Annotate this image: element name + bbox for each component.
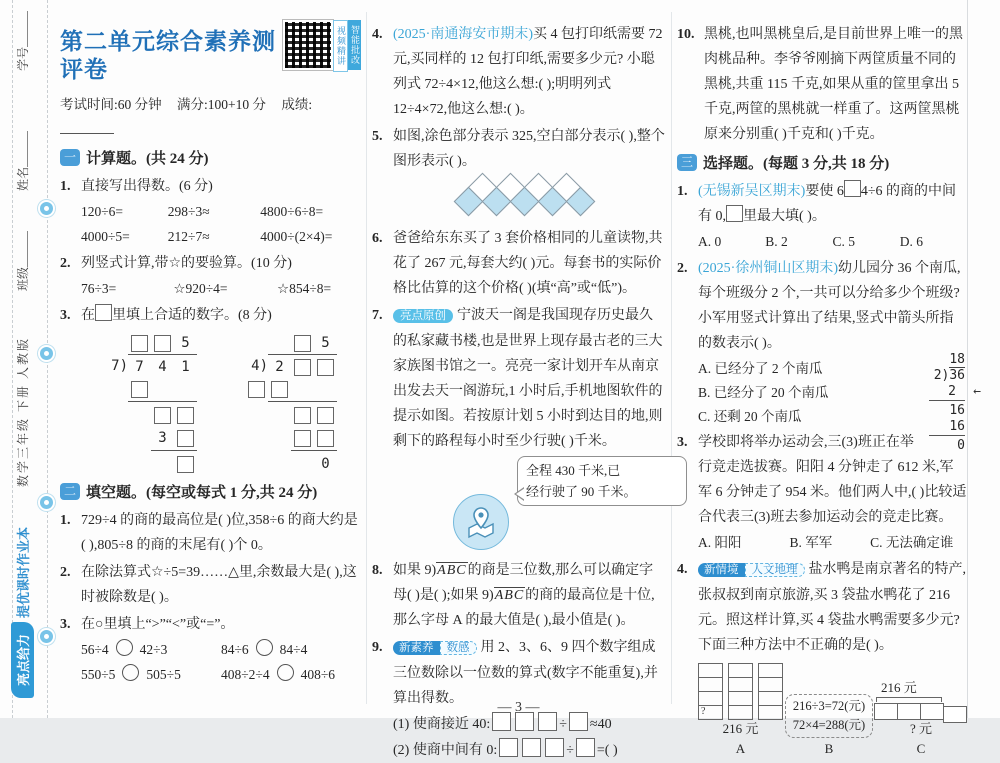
expression: ☆854÷8=: [276, 281, 332, 296]
question-number: 1.: [677, 184, 688, 199]
subquestion-1: (1) 使商接近 40: ÷ ≈40: [393, 712, 665, 737]
question-number: 2.: [677, 261, 688, 276]
section-calc-title: 计算题。: [86, 151, 147, 167]
meta-result: 成绩:: [281, 97, 313, 112]
compare-circle: [256, 639, 273, 656]
column-separator: [366, 12, 367, 704]
compare-circle: [122, 664, 139, 681]
figure-B: [785, 694, 873, 758]
overlined-letters: ABC: [437, 563, 467, 578]
option: B. 2: [765, 234, 788, 249]
option: D. 6: [899, 234, 923, 249]
comparison-item: 56÷4 42÷3: [81, 637, 221, 662]
qr-badge: [283, 20, 361, 72]
question-number: 1.: [60, 179, 71, 194]
fill-box: [154, 335, 171, 352]
fill-box: [726, 205, 743, 222]
question-text: 在○里填上“>”“<”或“=”。: [81, 617, 235, 632]
qr-grade-label: 智能批改: [348, 20, 361, 70]
comparison-grid: [81, 637, 361, 687]
fill-box: [317, 359, 334, 376]
question-fill-8: [372, 558, 665, 633]
quotient-digit: 5: [321, 335, 330, 351]
options-row: [698, 530, 967, 555]
fill-box: [294, 430, 311, 447]
qr-code-icon: [283, 20, 333, 70]
fill-box: [248, 381, 265, 398]
class-blank: [17, 231, 28, 267]
section-two-icon: 二: [60, 483, 80, 500]
diamond-figure: [455, 174, 603, 224]
column-right: [677, 20, 981, 756]
name-blank: [17, 131, 28, 167]
compare-circle: [277, 664, 294, 681]
question-text: 爸爸给东东买了 3 套价格相同的儿童读物,共花了 267 元,每套大约( )元。每套书的实际价格比估算的这个价格( )(填“高”或“低”)。: [393, 231, 663, 296]
question-number: 6.: [372, 231, 383, 246]
new-context-badge: 新情境: [698, 563, 745, 577]
page-title: 第二单元综合素养测评卷: [60, 29, 276, 82]
question-choice-2: [677, 256, 981, 453]
original-badge: 亮点原创: [393, 309, 453, 323]
question-text: 新情境 人文地理 盐水鸭是南京著名的特产,张叔叔到南京旅游,买 3 袋盐水鸭花了 216 元。照这样计算,买 4 袋盐水鸭需要多少元? 下面三种方法中不正确的是( )。: [698, 562, 966, 653]
subquestion-2: (2) 使商中间有 0: ÷ =( ): [393, 738, 665, 763]
division-digit: 0: [957, 438, 965, 453]
figure-letter: B: [824, 741, 834, 756]
figure-letter: A: [735, 741, 746, 756]
option: B. 已经分了 20 个南瓜: [698, 385, 829, 400]
long-division-right: [245, 332, 337, 476]
division-notation: 9): [424, 563, 437, 578]
fill-box: [294, 359, 311, 376]
fill-box: [294, 335, 311, 352]
map-figure: [393, 456, 665, 556]
exam-meta: [60, 92, 361, 142]
expression: 4000÷5=: [81, 229, 130, 244]
question-fill-5: [372, 124, 665, 224]
humanities-geography-badge: 人文地理: [745, 563, 805, 577]
division-digit: 16: [949, 419, 965, 434]
question-choice-3: [677, 430, 967, 555]
student-no-field-label: 学号: [15, 46, 30, 71]
option: C. 无法确定谁: [870, 535, 954, 550]
question-text: 学校即将举办运动会,三(3)班正在举行竞走选拔赛。阳阳 4 分钟走了 612 米,军军 6 分钟走了 954 米。他们两人中,( )比较适合代表三(3)班去参加运动会的竞走比赛。: [698, 435, 967, 525]
question-calc-1: [60, 174, 361, 249]
option: A. 阳阳: [698, 535, 742, 550]
question-number: 8.: [372, 563, 383, 578]
comparison-item: 84÷6 84÷4: [221, 637, 361, 662]
question-number: 1.: [60, 513, 71, 528]
question-text: 直接写出得数。(6 分): [81, 179, 213, 194]
brand-badge: 亮点给力: [11, 622, 34, 698]
section-three-icon: 三: [677, 154, 697, 171]
price-label: 216 元: [722, 721, 759, 736]
dividend: 2: [268, 354, 337, 380]
source-tag: (2025·南通海安市期末): [393, 27, 533, 42]
question-number: 3.: [60, 308, 71, 323]
division-digit: 0: [321, 456, 330, 472]
divisor-dividend: 2)36: [933, 368, 965, 383]
question-number: 9.: [372, 640, 383, 655]
figure-A: [698, 664, 783, 758]
division-notation: 9): [482, 588, 494, 603]
section-fill-title: 填空题。: [86, 485, 147, 501]
question-number: 10.: [677, 27, 695, 42]
question-number: 3.: [677, 435, 688, 450]
quotient-digit: 5: [181, 335, 190, 351]
division-digit: 16: [949, 403, 965, 418]
method-figures: [698, 664, 967, 758]
expression: 4800÷6÷8=: [260, 204, 324, 219]
fill-box: [294, 407, 311, 424]
question-number: 2.: [60, 256, 71, 271]
fill-box: [131, 381, 148, 398]
section-choice-header: [677, 152, 967, 177]
division-digit: 3: [158, 430, 167, 446]
question-number: 2.: [60, 565, 71, 580]
options-row: [698, 229, 967, 254]
column-middle: [372, 20, 665, 758]
meta-score: 满分:100+10 分: [177, 97, 267, 112]
comparison-item: 408÷2÷4 408÷6: [221, 662, 361, 687]
question-text: 黑桃,也叫黑桃皇后,是目前世界上唯一的黑肉桃品种。李爷爷刚摘下两筐质量不同的黑桃,共重 115 千克,如果从重的筐里拿出 5 千克,两筐的黑桃就一样重了。这两筐黑桃原来分别重( )千克和( )千克。: [704, 27, 963, 142]
question-fill-10: [677, 22, 967, 147]
page-number: — 3 —: [497, 700, 540, 715]
option: B. 军军: [789, 535, 833, 550]
series-title: 提优课时作业本: [15, 526, 31, 618]
question-number: 4.: [372, 27, 383, 42]
source-tag: (无锡新吴区期末): [698, 184, 806, 199]
section-calc-points: (共 24 分): [146, 151, 209, 167]
section-choice-title: 选择题。: [703, 156, 764, 172]
digit-box: [576, 738, 595, 757]
fill-box: [131, 335, 148, 352]
question-fill-4: [372, 22, 665, 122]
fill-box: [317, 430, 334, 447]
question-number: 4.: [677, 562, 688, 577]
question-label: ? 元: [909, 721, 933, 736]
dividend: 7 4 1: [128, 354, 197, 380]
question-fill-7: [372, 303, 665, 556]
sidebar: [2, 0, 42, 718]
question-text: 729÷4 的商的最高位是( )位,358÷6 的商大约是( ),805÷8 的商的末尾有( )个 0。: [81, 513, 358, 553]
column-separator: [671, 12, 672, 704]
question-text: 在除法算式☆÷5=39……△里,余数最大是( ),这时被除数是( )。: [81, 565, 357, 605]
question-text: 列竖式计算,带☆的要验算。(10 分): [81, 256, 292, 271]
section-fill-header: [60, 481, 361, 506]
fill-box: [154, 407, 171, 424]
meta-time: 考试时间:60 分钟: [60, 97, 162, 112]
question-fill-9: [372, 635, 665, 763]
expression: 76÷3=: [81, 281, 117, 296]
section-choice-points: (每题 3 分,共 18 分): [763, 156, 890, 172]
overlined-letters: ABC: [494, 588, 525, 603]
formula-line: 216÷3=72(元): [792, 699, 866, 713]
option: A. 已经分了 2 个南瓜: [698, 361, 823, 376]
option: C. 还剩 20 个南瓜: [698, 409, 802, 424]
options-with-division: [698, 352, 981, 453]
expression-grid: [81, 276, 361, 301]
figure-C: [875, 679, 967, 758]
question-fill-3: [60, 612, 361, 687]
paper-header: [60, 20, 361, 84]
fill-box: [177, 430, 194, 447]
formula-box: [785, 694, 873, 738]
bubble-line: 全程 430 千米,已: [526, 463, 621, 478]
long-division-figures: [81, 332, 361, 476]
student-no-blank: [17, 11, 28, 47]
question-number: 3.: [60, 617, 71, 632]
figure-letter: C: [916, 741, 926, 756]
section-fill-points: (每空或每式 1 分,共 24 分): [146, 485, 318, 501]
page-edge-line: [967, 0, 968, 718]
column-left: [60, 20, 361, 712]
qr-video-label: 视频精讲: [333, 20, 348, 72]
question-calc-3: [60, 303, 361, 476]
expression: ☆920÷4=: [173, 281, 228, 296]
expression-grid: [81, 199, 361, 249]
option: A. 0: [698, 234, 722, 249]
expression: 298÷3≈: [167, 204, 210, 219]
arrow-icon: ←: [973, 384, 981, 399]
compare-circle: [116, 639, 133, 656]
question-text: (无锡新吴区期末)要使 6 4÷6 的商的中间有 0, 里最大填( )。: [698, 179, 967, 229]
fill-box: [177, 456, 194, 473]
fill-box: [844, 180, 861, 197]
question-number: 5.: [372, 129, 383, 144]
quotient: 18: [949, 352, 965, 367]
comparison-item: 550÷5 505÷5: [81, 662, 221, 687]
question-fill-2: [60, 560, 361, 610]
question-fill-6: [372, 226, 665, 301]
question-mark-cell: ?: [698, 705, 723, 720]
expression: 4000÷(2×4)=: [260, 229, 333, 244]
question-choice-1: [677, 179, 967, 254]
digit-box: [499, 738, 518, 757]
question-text: (2025·南通海安市期末)买 4 包打印纸需要 72 元,买同样的 12 包打印纸,需要多少元? 小聪列式 72÷4×12,他这么想:( );明明列式 12÷4×72,他这么想:( )。: [393, 27, 663, 117]
map-navigation-icon: [453, 494, 509, 550]
fill-box: [177, 407, 194, 424]
expression: 120÷6=: [81, 204, 124, 219]
question-text: (2025·徐州铜山区期末)幼儿园分 36 个南瓜,每个班级分 2 个,一共可以分给多少个班级? 小军用竖式计算出了结果,竖式中箭头所指的数表示( )。: [698, 261, 961, 351]
name-field-label: 姓名: [15, 166, 30, 191]
formula-line: 72×4=288(元): [792, 718, 866, 732]
divisor: 7): [111, 358, 128, 374]
digit-box: [545, 738, 564, 757]
fill-box: [95, 304, 112, 321]
class-field-label: 班级: [15, 266, 30, 291]
speech-bubble: [517, 456, 687, 506]
bar-model: [875, 703, 967, 720]
long-division-left: [105, 332, 197, 476]
question-choice-4: [677, 557, 967, 758]
bar-model-columns: [698, 664, 783, 720]
subtract-row: 2 ←: [948, 384, 981, 399]
expression: 212÷7≈: [167, 229, 210, 244]
bubble-line: 经行驶了 90 千米。: [526, 484, 637, 499]
score-blank: [60, 121, 114, 134]
digit-box: [522, 738, 541, 757]
brace: [876, 697, 942, 702]
fill-box: [271, 381, 288, 398]
price-label: 216 元: [881, 680, 917, 695]
divisor: 4): [251, 358, 268, 374]
option: C. 5: [832, 234, 856, 249]
question-number: 7.: [372, 308, 383, 323]
question-calc-2: [60, 251, 361, 301]
section-one-icon: 一: [60, 149, 80, 166]
question-text: 如果 9)ABC的商是三位数,那么可以确定字母( )是( );如果 9)ABC的商的最高位是十位,那么字母 A 的最大值是( ),最小值是( )。: [393, 563, 655, 628]
subject-label: 数学三年级 下册 人教版: [15, 336, 30, 487]
question-text: 亮点原创 宁波天一阁是我国现存历史最久的私家藏书楼,也是世界上现存最古老的三大家族图书馆之一。亮亮一家计划开车从南京出发去天一阁游玩,1 小时后,手机地图软件的提示如图。若按原计划 5 小时到达目的地,则剩下的路程每小时至少行驶( )千米。: [393, 308, 663, 449]
question-text: 新素养 数感 用 2、3、6、9 四个数字组成三位数除以一位数的算式(数字不能重复),并算出得数。: [393, 640, 658, 706]
source-tag: (2025·徐州铜山区期末): [698, 261, 838, 276]
question-text: 在 里填上合适的数字。(8 分): [81, 303, 361, 328]
number-sense-badge: 数感: [440, 641, 477, 655]
question-fill-1: [60, 508, 361, 558]
section-calc-header: [60, 147, 361, 172]
new-literacy-badge: 新素养: [393, 641, 440, 655]
fill-box: [317, 407, 334, 424]
question-text: 如图,涂色部分表示 325,空白部分表示( ),整个图形表示( )。: [393, 129, 665, 169]
